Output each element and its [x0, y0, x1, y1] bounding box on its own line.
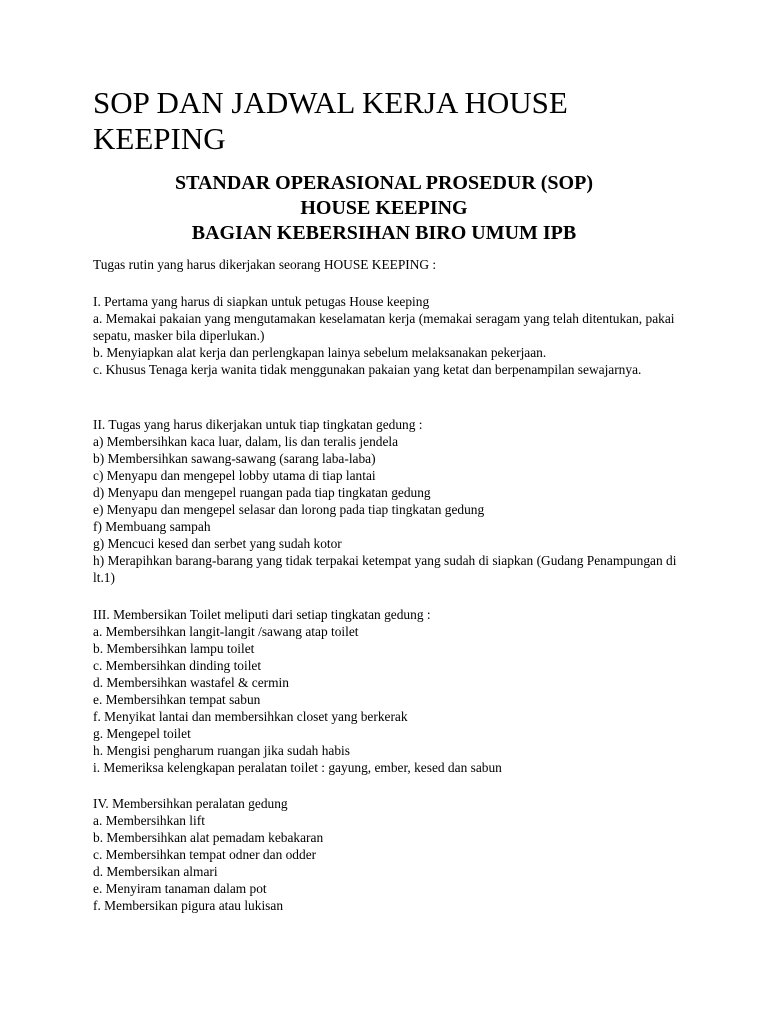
list-item: b. Membersihkan alat pemadam kebakaran	[93, 830, 324, 845]
list-item: e. Menyiram tanaman dalam pot	[93, 881, 267, 896]
list-item: h. Mengisi pengharum ruangan jika sudah habis	[93, 743, 350, 758]
list-item: d. Membersikan almari	[93, 864, 218, 879]
list-item: b) Membersihkan sawang-sawang (sarang laba-laba)	[93, 451, 376, 466]
list-item: b. Menyiapkan alat kerja dan perlengkapan lainya sebelum melaksanakan pekerjaan.	[93, 345, 547, 360]
document-title: SOP DAN JADWAL KERJA HOUSE KEEPING	[93, 85, 568, 156]
section-preparation	[93, 293, 683, 378]
sop-heading: STANDAR OPERASIONAL PROSEDUR (SOP)	[174, 172, 593, 194]
section-building-tasks	[93, 416, 683, 586]
list-item: a. Membersihkan lift	[93, 813, 205, 828]
section-toilet-cleaning	[93, 606, 683, 776]
list-item: f. Menyikat lantai dan membersihkan closet yang berkerak	[93, 709, 408, 724]
list-item: g) Mencuci kesed dan serbet yang sudah kotor	[93, 536, 342, 551]
section-heading: I. Pertama yang harus di siapkan untuk petugas House keeping	[93, 294, 430, 309]
section-heading: III. Membersikan Toilet meliputi dari setiap tingkatan gedung :	[93, 607, 431, 622]
list-item: c. Membersihkan dinding toilet	[93, 658, 262, 673]
list-item: f. Membersikan pigura atau lukisan	[93, 898, 284, 913]
list-item: h) Merapihkan barang-barang yang tidak terpakai ketempat yang sudah di siapkan (Gudang Penampungan di lt.1)	[93, 553, 677, 585]
list-item: c. Membersihkan tempat odner dan odder	[93, 847, 317, 862]
intro-paragraph: Tugas rutin yang harus dikerjakan seorang HOUSE KEEPING :	[93, 257, 437, 272]
list-item: i. Memeriksa kelengkapan peralatan toilet : gayung, ember, kesed dan sabun	[93, 760, 502, 775]
list-item: f) Membuang sampah	[93, 519, 211, 534]
list-item: c. Khusus Tenaga kerja wanita tidak menggunakan pakaian yang ketat dan berpenampilan sewajarnya.	[93, 362, 642, 377]
section-heading: II. Tugas yang harus dikerjakan untuk tiap tingkatan gedung :	[93, 417, 423, 432]
list-item: e) Menyapu dan mengepel selasar dan lorong pada tiap tingkatan gedung	[93, 502, 485, 517]
list-item: b. Membersihkan lampu toilet	[93, 641, 255, 656]
list-item: c) Menyapu dan mengepel lobby utama di tiap lantai	[93, 468, 376, 483]
list-item: a. Memakai pakaian yang mengutamakan keselamatan kerja (memakai seragam yang telah ditentukan, pakai sepatu, masker bila diperlukan.)	[93, 311, 675, 343]
list-item: e. Membersihkan tempat sabun	[93, 692, 261, 707]
division-heading: BAGIAN KEBERSIHAN BIRO UMUM IPB	[191, 222, 577, 244]
section-heading: IV. Membersihkan peralatan gedung	[93, 796, 288, 811]
list-item: d. Membersihkan wastafel & cermin	[93, 675, 289, 690]
section-equipment-cleaning	[93, 795, 683, 914]
list-item: a. Membersihkan langit-langit /sawang atap toilet	[93, 624, 359, 639]
house-keeping-heading: HOUSE KEEPING	[300, 197, 468, 219]
list-item: g. Mengepel toilet	[93, 726, 191, 741]
list-item: d) Menyapu dan mengepel ruangan pada tiap tingkatan gedung	[93, 485, 431, 500]
list-item: a) Membersihkan kaca luar, dalam, lis dan teralis jendela	[93, 434, 399, 449]
